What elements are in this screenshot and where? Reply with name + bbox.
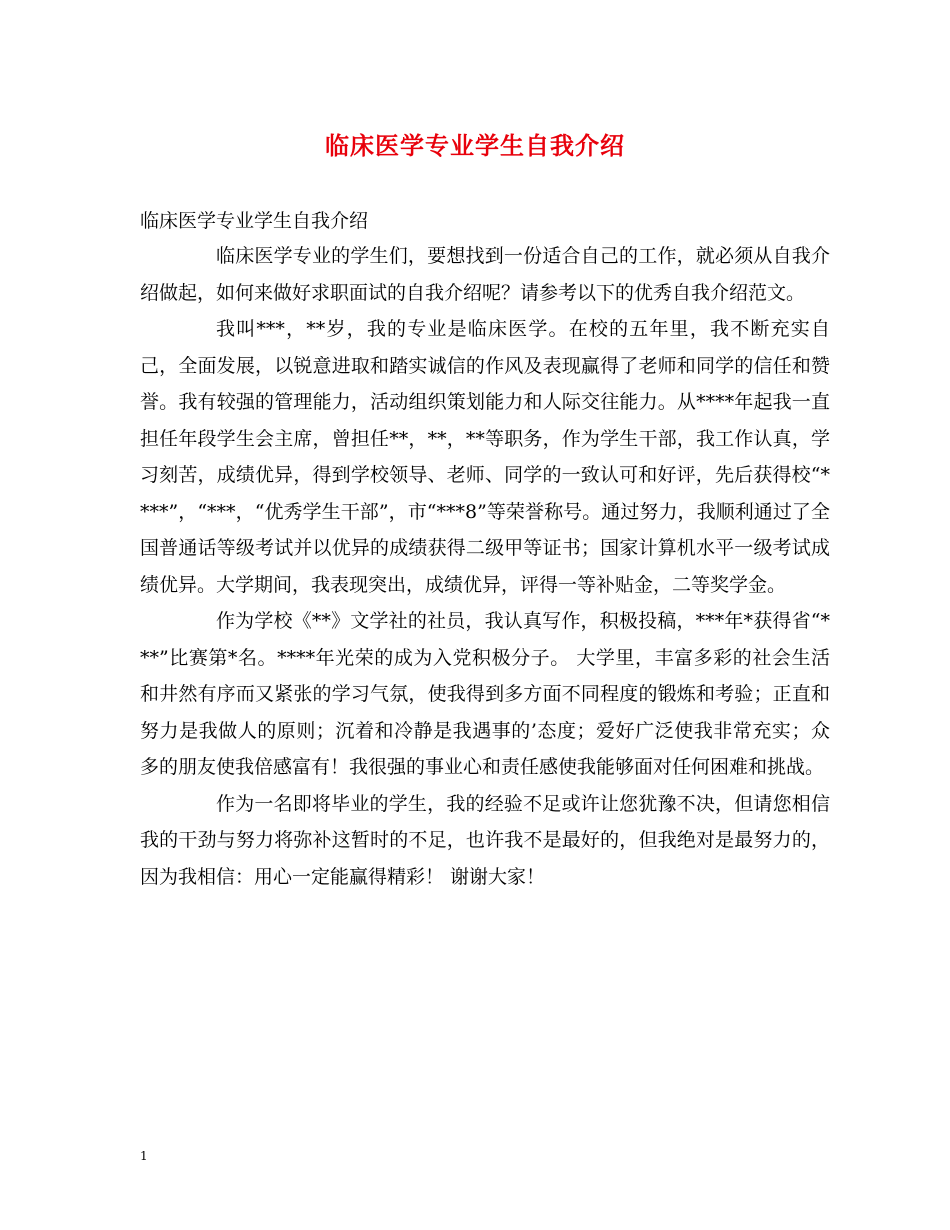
paragraph-intro: 临床医学专业的学生们，要想找到一份适合自己的工作，就必须从自我介绍做起，如何来做好求职面试的自我介绍呢？请参考以下的优秀自我介绍范文。 — [140, 245, 830, 304]
paragraph-activities: 作为学校《**》文学社的社员，我认真写作，积极投稿，***年*获得省“***”比赛第*名。****年光荣的成为入党积极分子。 大学里，丰富多彩的社会生活和井然有序而又紧张的学习气氛，使我得到多方面不同程度的锻炼和考验；正直和努力是我做人的原则；沉着和冷静是我遇事的’态度；爱好广泛使我非常充实；众多的朋友使我倍感富有！我很强的事业心和责任感使我能够面对任何困难和挑战。 — [140, 610, 830, 778]
paragraph-closing: 作为一名即将毕业的学生，我的经验不足或许让您犹豫不决，但请您相信我的干劲与努力将弥补这暂时的不足，也许我不是最好的，但我绝对是最努力的，因为我相信：用心一定能赢得精彩！ 谢谢大家！ — [140, 792, 830, 888]
document-subtitle: 临床医学专业学生自我介绍 — [140, 210, 369, 232]
document-body — [140, 238, 830, 895]
page-number: 1 — [140, 1149, 148, 1163]
document-title: 临床医学专业学生自我介绍 — [325, 131, 625, 160]
paragraph-background: 我叫***，**岁，我的专业是临床医学。在校的五年里，我不断充实自己，全面发展，以锐意进取和踏实诚信的作风及表现赢得了老师和同学的信任和赞誉。我有较强的管理能力，活动组织策划能力和人际交往能力。从****年起我一直担任年段学生会主席，曾担任**，**，**等职务，作为学生干部，我工作认真，学习刻苦，成绩优异，得到学校领导、老师、同学的一致认可和好评，先后获得校“****”，“***，“优秀学生干部”，市“***8”等荣誉称号。通过努力，我顺利通过了全国普通话等级考试并以优异的成绩获得二级甲等证书；国家计算机水平一级考试成绩优异。大学期间，我表现突出，成绩优异，评得一等补贴金，二等奖学金。 — [140, 318, 830, 596]
